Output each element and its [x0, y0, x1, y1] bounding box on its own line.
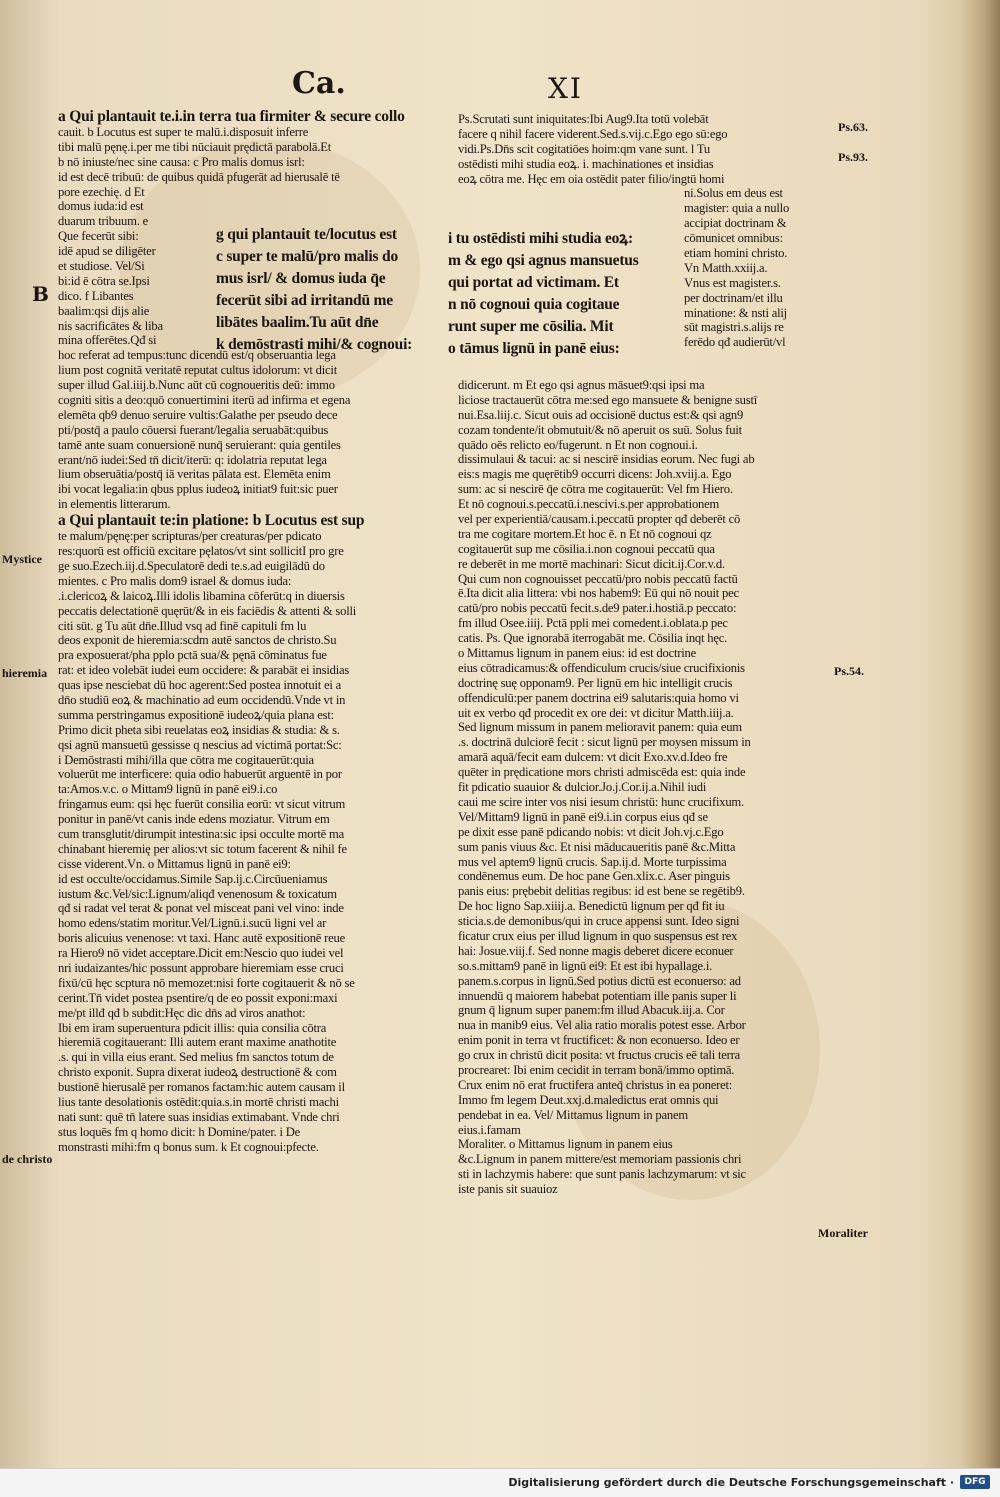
- text-line: quas ipse nesciebat dū hoc agerent:Sed postea innotuit ei a: [58, 678, 342, 693]
- text-line: ē.Ita dicit alia littera: vbi nos habem9: Eū qui nō nouit pec: [458, 586, 739, 601]
- text-line: k demōstrasti mihi/& cognoui:: [216, 336, 413, 353]
- text-line: mus vel aptem9 lignū crucis. Sap.ij.d. Morte turpissima: [458, 854, 727, 869]
- text-line: nua in manib9 eius. Vel alia ratio moralis potest esse. Arbor: [458, 1018, 746, 1033]
- text-line: cauit. b Locutus est super te malū.i.disposuit inferre: [58, 125, 309, 139]
- text-line: te malum/pęnę:per scripturas/per creaturas/per pdicato: [58, 529, 322, 544]
- text-line: facere q nihil facere viderent.Sed.s.vij.c.Ego ego sū:ego: [458, 126, 728, 141]
- text-line: per doctrinam/et illu: [684, 290, 783, 305]
- text-line: peccatis delectationē quęrūt/& in eis faciēdis & attenti & solli: [58, 603, 357, 618]
- margin-letter-b: B: [32, 282, 49, 306]
- page-gutter: [962, 0, 1000, 1468]
- footer-bar: [0, 1468, 1000, 1497]
- text-line: ta:Amos.v.c. o Mittam9 lignū in panē ei9.i.co: [58, 782, 278, 797]
- text-line: procrearet: Ibi enim cecidit in terram bonā/immo optimā.: [458, 1062, 735, 1077]
- text-line: id est occulte/occidamus.Simile Sap.ij.c.Circūueniamus: [58, 871, 328, 886]
- text-line: accipiat doctrinam &: [684, 216, 787, 231]
- text-line: .s. qui in villa eius erant. Sed melius fm sanctos totum de: [58, 1050, 334, 1065]
- text-line: tibi malū pęnę.i.per me tibi nūciauit prędictā parabolā.Et: [58, 139, 332, 154]
- text-line: cisse viderent.Vn. o Mittamus lignū in panē ei9:: [58, 856, 291, 871]
- text-line: cogniti sitis a deo:quō conuertimini iterū ad infirma et egena: [58, 393, 351, 408]
- footer-credit: Digitalisierung gefördert durch die Deutsche Forschungsgemeinschaft ·: [508, 1476, 954, 1489]
- text-line: liciose tractauerūt cōtra me:sed ego mansuete & benigne sustī: [458, 392, 758, 407]
- text-line: summa perstringamus expositionē iudeoꝝ/quia plana est:: [58, 707, 334, 722]
- text-line: cerint.Tn̄ videt postea psentire/q de eo possit exponi:maxi: [58, 990, 338, 1005]
- text-line: qđ si radat vel terat & ponat vel misceat pani vel vino: inde: [58, 901, 344, 916]
- text-line: homo edens/statim moritur.Vel/Lignū.i.sucū ligni vel ar: [58, 916, 327, 931]
- text-line: eius cōtradicamus:& offendiculum crucis/siue crucifixionis: [458, 660, 745, 675]
- text-line: o tāmus lignū in panē eius:: [448, 340, 620, 357]
- text-line: Moraliter. o Mittamus lignum in panem eius: [458, 1137, 673, 1152]
- text-line: doctrinę suę opponam9. Per lignū em hic intelligit crucis: [458, 675, 733, 690]
- text-line: fm illud Osee.iiij. Pctā ppli mei comedent.i.oblata.p pec: [458, 616, 728, 631]
- text-line: deos exponit de hieremia:scdm autē sanctos de christo.Su: [58, 633, 337, 648]
- text-line: go crux in christū dicit posita: vt fructus crucis eē tali terra: [458, 1048, 741, 1063]
- text-line: ni.Solus em deus est: [684, 186, 783, 201]
- text-line: condēnemus eum. De hoc pane Gen.xlix.c. Aser pinguis: [458, 869, 730, 884]
- text-line: eius.i.famam: [458, 1122, 521, 1137]
- text-line: bi:id ē cōtra se.Ipsi: [58, 273, 150, 288]
- text-line: tamē ante suam conuersionē nunq̄ seruierant: quia gentiles: [58, 437, 341, 452]
- text-line: mientes. c Pro malis dom9 israel & domus iuda:: [58, 573, 292, 588]
- text-line: me/pt illđ qđ b subdit:Hęc dic dn̄s ad viros anathot:: [58, 1005, 306, 1020]
- text-line: monstrasti mihi:fm q bonus sum. k Et cognoui:pfecte.: [58, 1139, 319, 1154]
- text-line: g qui plantauit te/locutus est: [216, 226, 397, 243]
- text-line: Ibi em iram superuentura pdicit illis: quia consilia cōtra: [58, 1020, 327, 1035]
- text-line: i tu ostēdisti mihi studia eoꝝ:: [448, 230, 633, 247]
- text-line: iste panis sit suauioz: [458, 1182, 558, 1197]
- text-line: Vnus est magister.s.: [684, 275, 781, 290]
- margin-note-hieremia: hieremia: [2, 666, 48, 680]
- text-line: &c.Lignum in panem mittere/est memoriam passionis chri: [458, 1152, 742, 1167]
- text-line: Sed lignum missum in panem melioravit panem: quia eum: [458, 720, 742, 735]
- text-line: nui.Esa.liij.c. Sicut ouis ad occisionē ductus est:& qsi agn9: [458, 407, 744, 422]
- text-line: nati sunt: quē tn̄ latere suas insidias extimabant. Vnde chri: [58, 1109, 340, 1124]
- text-line: caui me scire inter vos nisi iesum christū: hunc crucifixum.: [458, 794, 744, 809]
- text-line: .s. doctrinā dulciorē fecit : sicut lignū per moysen missum in: [458, 735, 751, 750]
- text-line: dissimulaui & tacui: ac si nescirē insidias eorum. Nec fugi ab: [458, 452, 755, 467]
- text-line: citi sūt. g Tu aūt dn̄e.Illud vsq ad finē capituli fm lu: [58, 618, 307, 633]
- margin-note-moraliter: Moraliter: [818, 1226, 868, 1240]
- text-line: ponitur in panē/vt canis inde edens moziatur. Vitrum em: [58, 812, 330, 827]
- text-line: cogitauerūt sup me cōsilia.i.non cognoui peccatū qua: [458, 541, 715, 556]
- text-line: o Mittamus lignum in panem eius: id est doctrine: [458, 646, 697, 661]
- text-line: catū/pro nobis peccatū fecit.s.de9 pater.i.hostiā.p peccato:: [458, 601, 737, 616]
- text-line: didicerunt. m Et ego qsi agnus māsuet9:qsi ipsi ma: [458, 378, 705, 392]
- margin-note-ps54: Ps.54.: [834, 664, 864, 678]
- dfg-logo-icon: DFG: [960, 1475, 990, 1489]
- text-line: qsi agnū mansuetū gessisse q nescius ad victimā portat:Sc:: [58, 737, 342, 752]
- text-line: cōmunicet omnibus:: [684, 231, 783, 246]
- page-header-chapter: Ca.: [292, 66, 346, 101]
- text-line: c super te malū/pro malis do: [216, 248, 398, 265]
- text-line: rat: et ideo volebāt iudei eum occidere: & parabāt ei insidias: [58, 663, 350, 678]
- text-line: ostēdisti mihi studia eoꝝ. i. machinationes et insidias: [458, 156, 714, 171]
- text-line: bustionē hierusalē per romanos factam:hic autem causam il: [58, 1080, 345, 1095]
- text-line: sticia.s.de demonibus/qui in cruce appensi sunt. Ideo signi: [458, 914, 740, 929]
- text-line: fringamus eum: qsi hęc fuerūt consilia eorū: vt sicut vitrum: [58, 797, 346, 812]
- text-line: super illud Gal.iiij.b.Nunc aūt cū cognoueritis deū: immo: [58, 378, 335, 393]
- text-line: cum transglutit/dirumpit intestina:sic ipsi occulte mortē ma: [58, 826, 344, 841]
- text-line: vel per experientiā/causam.i.peccatū propter qđ deberēt cō: [458, 512, 741, 527]
- text-line: lium obseruātia/postq̄ iā veritas pālata est. Elemēta enim: [58, 467, 331, 482]
- text-line: vidi.Ps.Dn̄s scit cogitatiōes hoim:qm vane sunt. l Tu: [458, 141, 710, 156]
- text-line: amarā aquā/fecit eam dulcem: vt dicit Exo.xv.d.Ideo fre: [458, 750, 728, 765]
- text-line: in elementis litterarum.: [58, 497, 171, 512]
- text-line: Vn Matth.xxiij.a.: [684, 260, 768, 275]
- text-line: sum panis viuus &c. Et nisi māducaueritis panē &c.Mitta: [458, 839, 736, 854]
- text-line: voluerūt me interficere: quia odio habuerūt arguentē in por: [58, 767, 342, 782]
- margin-note-ps63: Ps.63.: [838, 120, 868, 134]
- text-line: nri iudaizantes/hic possunt approbare hieremiam esse cruci: [58, 960, 344, 975]
- text-line: fecerūt sibi ad irritandū me: [216, 292, 393, 309]
- text-line: runt super me cōsilia. Mit: [448, 318, 614, 335]
- scripture-text-left: [216, 224, 446, 356]
- text-line: i Demōstrasti mihi/illa que cōtra me cogitauerūt:quia: [58, 752, 314, 767]
- text-line: hieremiā cogitauerant: Illi autem erant maxime anathotite: [58, 1035, 337, 1050]
- text-line: lium post cognitā veritatē reputat cultus idolorum: vt dicit: [58, 363, 337, 378]
- text-line: pore ezechię. d Et: [58, 184, 145, 199]
- margin-note-de-christo: de christo: [2, 1152, 53, 1166]
- text-line: hoc referat ad tempus:tunc dicendū est/q obseruantia lega: [58, 348, 336, 363]
- text-line: cozam tondente/it obmutuit/& nō aperuit os suū. Solus fuit: [458, 422, 742, 437]
- text-line: dn̄o studiū eoꝝ & machinatio ad eum occidendū.Vnde vt in: [58, 692, 346, 707]
- text-line: nis sacrificātes & liba: [58, 318, 163, 333]
- text-line: b nō iniuste/nec sine causa: c Pro malis domus isrl:: [58, 154, 305, 169]
- text-line: mina offerētes.Qđ si: [58, 333, 157, 348]
- text-line: a Qui plantauit te.i.in terra tua firmiter & secure collo: [58, 108, 405, 125]
- text-line: id est decē tribuū: de quibus quidā pfugerāt ad hierusalē tē: [58, 169, 340, 184]
- text-line: Ps.Scrutati sunt iniquitates:Ibi Aug9.Ita totū volebāt: [458, 112, 709, 126]
- text-line: ferēdo qđ audierūt/vl: [684, 335, 786, 350]
- text-line: pendebat in ea. Vel/ Mittamus lignum in panem: [458, 1107, 689, 1122]
- text-line: ge suo.Ezech.iij.d.Speculatorē dedi te.s.ad euigilādū do: [58, 558, 325, 573]
- text-line: m & ego qsi agnus mansuetus: [448, 252, 639, 269]
- text-line: uit ex verbo qđ procedit ex ore dei: vt dicitur Matth.iiij.a.: [458, 705, 734, 720]
- text-line: Que fecerūt sibi:: [58, 229, 139, 244]
- text-line: quādo oēs relicto eo/fugerunt. n Et non cognoui.i.: [458, 437, 698, 452]
- text-line: .i.clericoꝝ & laicoꝝ.Illi idolis libamina cōferūt:q in diuersis: [58, 588, 345, 603]
- text-line: et studiose. Vel/Si: [58, 259, 145, 274]
- right-column-main: [458, 378, 826, 1197]
- text-line: Vel/Mittam9 lignū in panē ei9.i.in corpus eius qđ se: [458, 809, 708, 824]
- text-line: a Qui plantauit te:in platione: b Locutus est sup: [58, 512, 365, 530]
- text-line: sum: ac si nescirē q̄e cōtra me cogitauerūt: Vel fm Hiero.: [458, 482, 733, 497]
- text-line: n nō cognoui quia cogitaue: [448, 296, 620, 313]
- text-line: etiam homini christo.: [684, 246, 788, 261]
- text-line: domus iuda:id est: [58, 199, 144, 214]
- text-line: sūt magistri.s.aliјs re: [684, 320, 784, 335]
- text-line: Immo fm legem Deut.xxj.d.maledictus erat omnis qui: [458, 1092, 719, 1107]
- text-line: Primo dicit pheta sibi reuelatas eoꝝ insidias & studia: & s.: [58, 722, 340, 737]
- text-line: ibi vocat legalia:in qbus pplus iudeoꝝ initiat9 fuit:sic puer: [58, 482, 338, 497]
- text-line: res:quorū est officiū excitare pęlatos/vt sint sollicitI pro gre: [58, 544, 344, 559]
- text-line: Et nō cognoui.s.peccatū.i.nescivi.s.per approbationem: [458, 497, 720, 512]
- text-line: chinabant hieremię per alios:vt sic totum facerent & nihil fe: [58, 841, 347, 856]
- text-line: elemēta qb9 denuo seruire vultis:Galathe per pseudo dece: [58, 407, 338, 422]
- text-line: offendiculū:per panem doctrina ei9 salutaris:quia homo vi: [458, 690, 739, 705]
- text-line: Crux enim nō erat fructifera anteq̄ christus in ea poneret:: [458, 1077, 733, 1092]
- text-line: lius tante desolationis ostēdit:quia.s.in mortē christi machi: [58, 1095, 339, 1109]
- text-line: ra Hiero9 nō videt acceptare.Dicit em:Nescio quo iudei vel: [58, 946, 344, 961]
- right-column: [458, 112, 826, 350]
- text-line: eoꝝ cōtra me. Hęc em oia ostēdit pater filio/ingtū homi: [458, 171, 725, 186]
- text-line: pe dixit esse panē pdicando nobis: vt dicit Joh.vj.c.Ego: [458, 824, 724, 839]
- text-line: quēter in prędicatione mors christi admiscēda est: quia inde: [458, 765, 746, 780]
- text-line: enim ponit in terra vt fructificet: & non econuerso. Ideo er: [458, 1033, 740, 1048]
- text-line: eis:s magis me quęrētib9 occurri dicens: Joh.xviij.a. Ego: [458, 467, 732, 482]
- text-line: panis eius: prębebit delitias regibus: id est bene se regētib9.: [458, 884, 745, 899]
- margin-note-ps93: Ps.93.: [838, 150, 868, 164]
- text-line: mus isrl/ & domus iuda q̄e: [216, 270, 386, 287]
- text-line: Qui cum non cognouisset peccatū/pro nobis peccatū factū: [458, 571, 738, 586]
- margin-note-mystice: Mystice: [2, 552, 42, 566]
- text-line: dico. f Libantes: [58, 288, 134, 303]
- text-line: minatione: & nsti alij: [684, 305, 787, 320]
- text-line: ficatur crux eius per illud lignum in quo suspensus est rex: [458, 928, 738, 943]
- text-line: qui portat ad victimam. Et: [448, 274, 619, 291]
- text-line: pra exposuerat/pha pplo pctā sua/& pęnā cōminatus fue: [58, 648, 327, 663]
- text-line: innuendū q maiorem habebat potentiam ille panis super li: [458, 988, 737, 1003]
- text-line: De hoc ligno Sap.xiiij.a. Benedictū lignum per qđ fit iu: [458, 899, 725, 914]
- text-line: pti/postq̄ a paulo cōuersi fuerant/legalia seruabāt:quibus: [58, 422, 329, 437]
- text-line: erant/nō iudei:Sed tn̄ dicit/iterū: q: idolatria reputat lega: [58, 452, 327, 467]
- text-line: magister: quia a nullo: [684, 201, 790, 216]
- text-line: fixū/cū hęc scptura nō memozet:nisi forte cogitauerit & nō se: [58, 975, 355, 990]
- text-line: fit pdicatio suauior & dulcior.Jo.j.Cor.ij.a.Nihil iudi: [458, 780, 707, 795]
- text-line: so.s.mittam9 panē in lignū ei9: Et est ibi hypallage.i.: [458, 958, 713, 973]
- text-line: libātes baalim.Tu aūt dn̄e: [216, 314, 379, 331]
- text-line: catis. Ps. Que ignorabā iterrogabāt me. Cōsilia inqt hęc.: [458, 631, 728, 646]
- page-header-folio: XI: [548, 72, 583, 105]
- text-line: stus loquēs fm q homo dicit: h Domine/pater. i De: [58, 1124, 301, 1139]
- text-line: sti in lachzymis habere: que sunt panis lachzymarum: vt sic: [458, 1167, 746, 1182]
- text-line: hai: Josue.viij.f. Sed nonne magis deberet dicere econuer: [458, 943, 734, 958]
- text-line: duarum tribuum. e: [58, 214, 148, 229]
- text-line: christo exponit. Supra dixerat iudeoꝝ destructionē & com: [58, 1065, 337, 1080]
- text-line: baalim:qsi dijs alie: [58, 303, 150, 318]
- text-line: tra me cogitare mortem.Et hoc ē. n Et nō cognoui qz: [458, 526, 712, 541]
- text-line: idē apud se diligēter: [58, 244, 156, 259]
- text-line: re deberēt in me mortē machinari: Sicut dicit.ij.Cor.v.d.: [458, 556, 725, 571]
- text-line: gnum q̄ lignum super panem:fm illud Abacuk.iij.a. Cor: [458, 1003, 725, 1018]
- text-line: boris alicuius venenose: vt taxi. Hanc autē expositionē reue: [58, 931, 346, 946]
- text-line: iustum &c.Vel/sic:Lignum/aliqđ venenosum & toxicatum: [58, 886, 337, 901]
- text-line: panem.s.corpus in lignū.Sed potius dictū est econuerso: ad: [458, 973, 741, 988]
